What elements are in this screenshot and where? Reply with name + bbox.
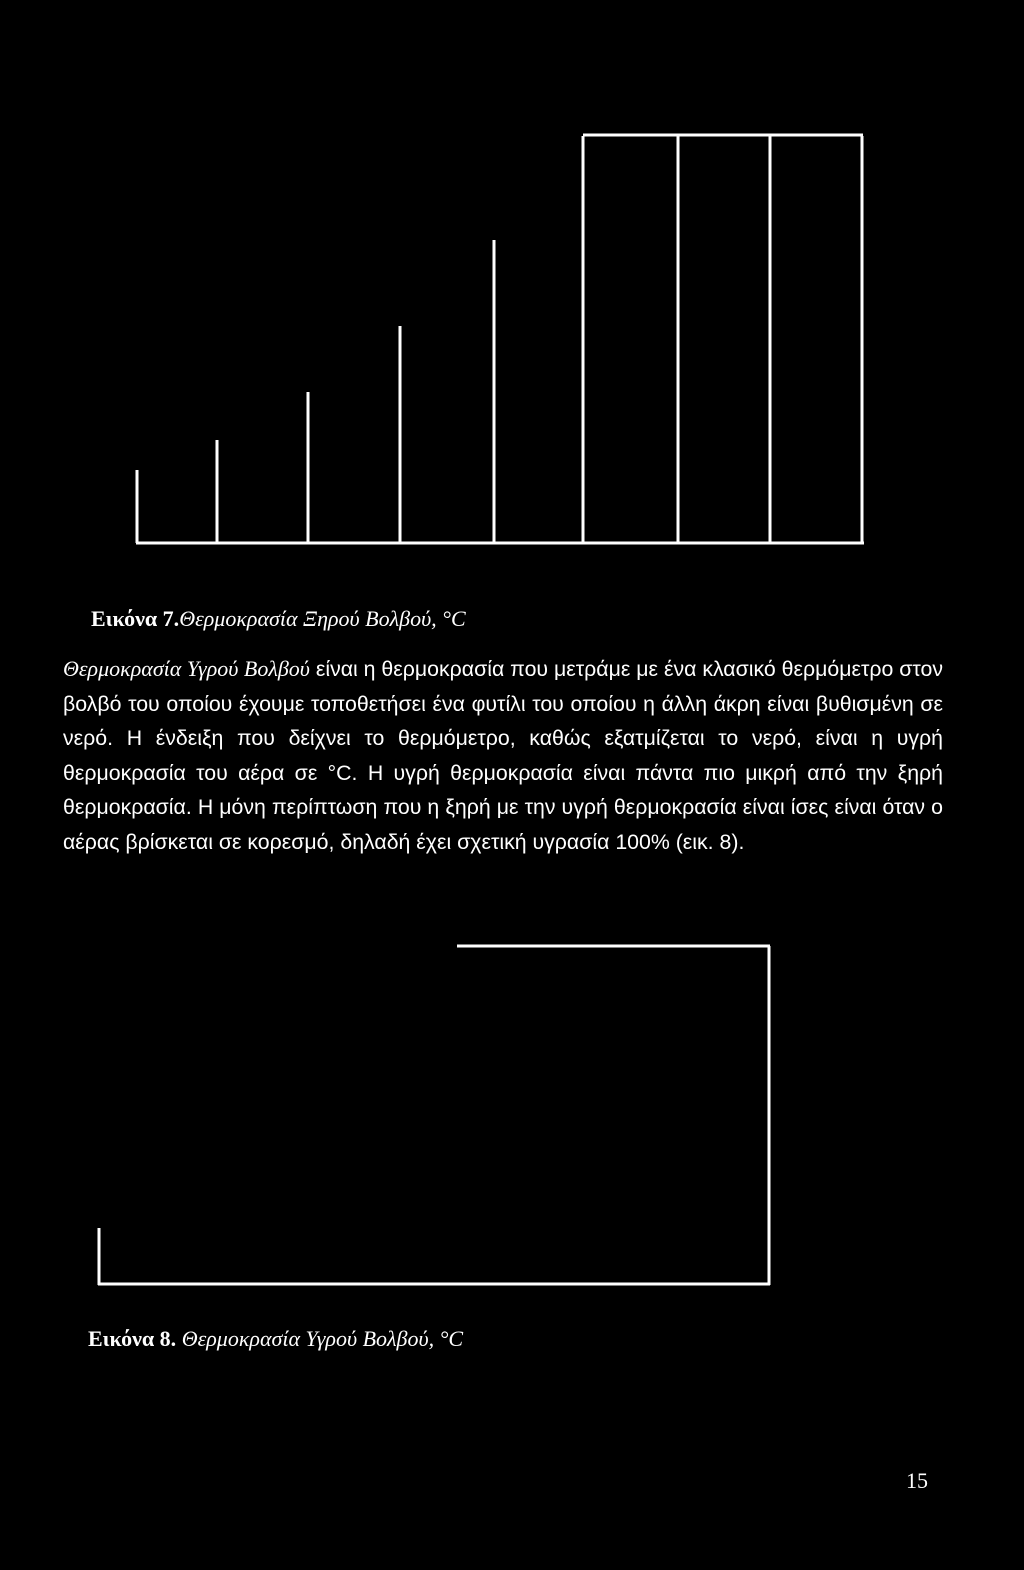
figure-8-title: Θερμοκρασία Υγρού Βολβού, °C <box>181 1326 464 1351</box>
page-number: 15 <box>906 1468 928 1493</box>
paragraph-text: είναι η θερμοκρασία που μετράμε με ένα κλασικό θερμόμετρο στον βολβό του οποίου έχουμε τοποθετήσει ένα φυτίλι του οποίου η άλλη άκρη είναι βυθισμένη σε νερό. Η ένδειξη που δείχνει το θερμόμετρο, καθώς εξατμίζεται το νερό, είναι η υγρή θερμοκρασία του αέρα σε °C. Η υγρή θερμοκρασία είναι πάντα πιο μικρή από την ξηρή θερμοκρασία. Η μόνη περίπτωση που η ξηρή με την υγρή θερμοκρασία είναι ίσες είναι όταν ο αέρας βρίσκεται σε κορεσμό, δηλαδή έχει σχετική υγρασία 100% (εικ. 8). <box>63 657 944 854</box>
figure-8-label: Εικόνα 8. <box>88 1326 177 1351</box>
paragraph-term: Θερμοκρασία Υγρού Βολβού <box>63 656 310 681</box>
figure-7-title: Θερμοκρασία Ξηρού Βολβού, °C <box>179 606 466 631</box>
figure-8-caption <box>88 1326 463 1352</box>
figure-7-label: Εικόνα 7. <box>91 606 180 631</box>
